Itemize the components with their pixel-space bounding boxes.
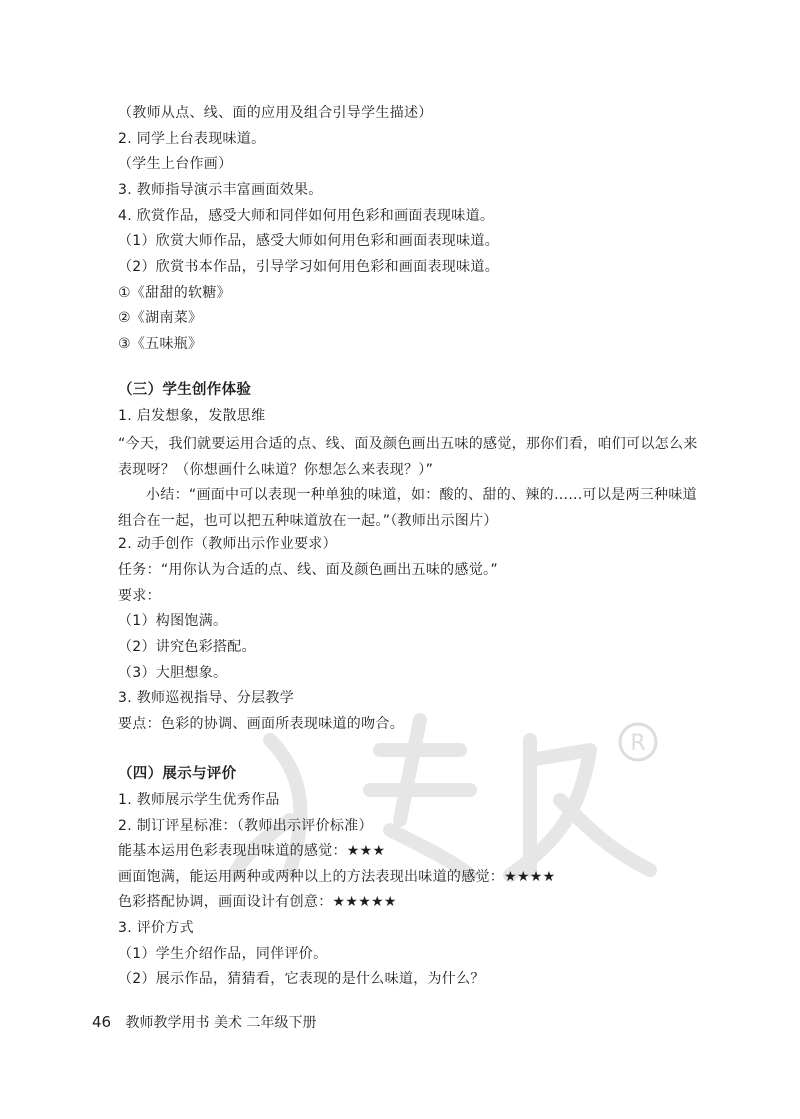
subheading: 2. 动手创作（教师出示作业要求） xyxy=(118,536,337,552)
subheading: 3. 教师巡视指导、分层教学 xyxy=(118,690,295,706)
criterion-item: 画面饱满，能运用两种或两种以上的方法表现出味道的感觉：★★★★ xyxy=(118,869,556,885)
text-line: 2. 同学上台表现味道。 xyxy=(118,131,266,147)
summary-paragraph: 小结：“画面中可以表现一种单独的味道，如：酸的、甜的、辣的……可以是两三种味道组合在一起，也可以把五种味道放在一起。”（教师出示图片） xyxy=(118,487,697,529)
subheading: 1. 教师展示学生优秀作品 xyxy=(118,792,280,808)
task-text: 任务：“用你认为合适的点、线、面及颜色画出五味的感觉。” xyxy=(118,562,498,578)
text-line: 3. 教师指导演示丰富画面效果。 xyxy=(118,182,323,198)
page-footer xyxy=(92,1012,316,1033)
section-heading: （三）学生创作体验 xyxy=(118,382,252,398)
text-line: （2）欣赏书本作品，引导学习如何用色彩和画面表现味道。 xyxy=(118,259,500,275)
method-item: （1）学生介绍作品，同伴评价。 xyxy=(118,946,328,962)
requirement-item: （2）讲究色彩搭配。 xyxy=(118,639,256,655)
text-line: （教师从点、线、面的应用及组合引导学生描述） xyxy=(118,105,433,121)
book-title: 教师教学用书 美术 二年级下册 xyxy=(125,1015,317,1031)
requirement-item: （1）构图饱满。 xyxy=(118,613,228,629)
text-line: 4. 欣赏作品，感受大师和同伴如何用色彩和画面表现味道。 xyxy=(118,208,495,224)
subheading: 1. 启发想象，发散思维 xyxy=(118,408,266,424)
text-line: （1）欣赏大师作品，感受大师如何用色彩和画面表现味道。 xyxy=(118,233,500,249)
criterion-item: 色彩搭配协调，画面设计有创意：★★★★★ xyxy=(118,894,397,910)
quote-paragraph: “今天，我们就要运用合适的点、线、面及颜色画出五味的感觉，那你们看，咱们可以怎么来表现呀？（你想画什么味道？你想怎么来表现？）” xyxy=(118,436,698,478)
requirement-item: （3）大胆想象。 xyxy=(118,665,228,681)
key-points-text: 要点：色彩的协调、画面所表现味道的吻合。 xyxy=(118,716,404,732)
subheading: 3. 评价方式 xyxy=(118,920,194,936)
criterion-item: 能基本运用色彩表现出味道的感觉：★★★ xyxy=(118,843,386,859)
section-heading: （四）展示与评价 xyxy=(118,766,237,782)
text-line: （学生上台作画） xyxy=(118,156,233,172)
requirements-label: 要求： xyxy=(118,588,161,604)
svg-text:R: R xyxy=(630,731,646,756)
page-number: 46 xyxy=(92,1013,112,1031)
text-line: ①《甜甜的软糖》 xyxy=(118,285,231,301)
text-line: ③《五味瓶》 xyxy=(118,336,203,352)
text-line: ②《湖南菜》 xyxy=(118,310,203,326)
subheading: 2. 制订评星标准：（教师出示评价标准） xyxy=(118,818,373,834)
method-item: （2）展示作品，猜猜看，它表现的是什么味道，为什么？ xyxy=(118,971,485,987)
